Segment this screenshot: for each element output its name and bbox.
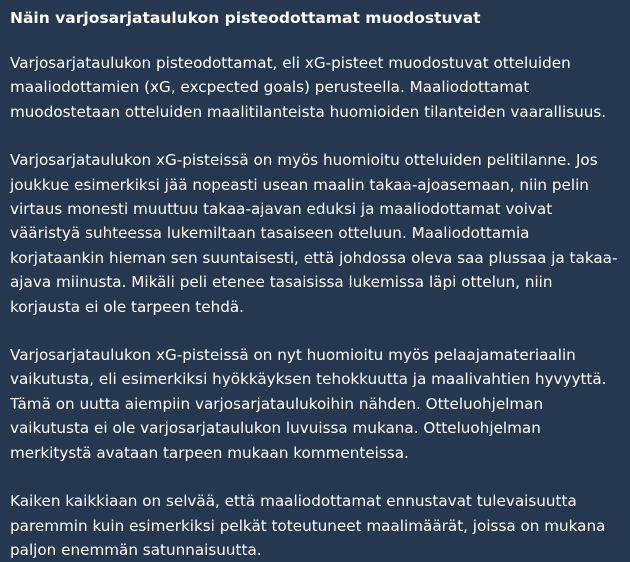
paragraph-game-state: Varjosarjataulukon xG-pisteissä on myös huomioitu otteluiden pelitilanne. Jos joukkue esimerkiksi jää nopeasti usean maalin takaa-ajoasemaan, niin pelin virtaus monesti muuttuu takaa-ajavan eduksi ja maaliodottamat voivat vääristyä suhteessa lukemiltaan tasaiseen otteluun. Maaliodottamia korjataankin hieman sen suuntaisesti, että johdossa oleva saa plussaa ja takaa-ajava miinusta. Mikäli peli etenee tasaisissa lukemissa läpi ottelun, niin korjausta ei ole tarpeen tehdä. bbox=[10, 151, 618, 316]
paragraph-player-material: Varjosarjataulukon xG-pisteissä on nyt huomioitu myös pelaajamateriaalin vaikutusta, eli esimerkiksi hyökkäyksen tehokkuutta ja maalivahtien hyvyyttä. Tämä on uutta aiempiin varjosarjataulukoihin nähden. Otteluohjelman vaikutusta ei ole varjosarjataulukon luvuissa mukana. Otteluohjelman merkitystä avataan tarpeen mukaan kommenteissa. bbox=[10, 346, 607, 462]
section-heading: Näin varjosarjataulukon pisteodottamat muodostuvat bbox=[10, 9, 481, 27]
paragraph-xg-points: Varjosarjataulukon pisteodottamat, eli xG-pisteet muodostuvat otteluiden maaliodottamien (xG, excpected goals) perusteella. Maaliodottamat muodostetaan otteluiden maalitilanteista huomioiden tilanteiden vaarallisuus. bbox=[10, 54, 607, 121]
paragraph-summary: Kaiken kaikkiaan on selvää, että maaliodottamat ennustavat tulevaisuutta paremmin kuin esimerkiksi pelkät toteutuneet maalimäärät, joissa on mukana paljon enemmän satunnaisuutta. bbox=[10, 492, 606, 559]
